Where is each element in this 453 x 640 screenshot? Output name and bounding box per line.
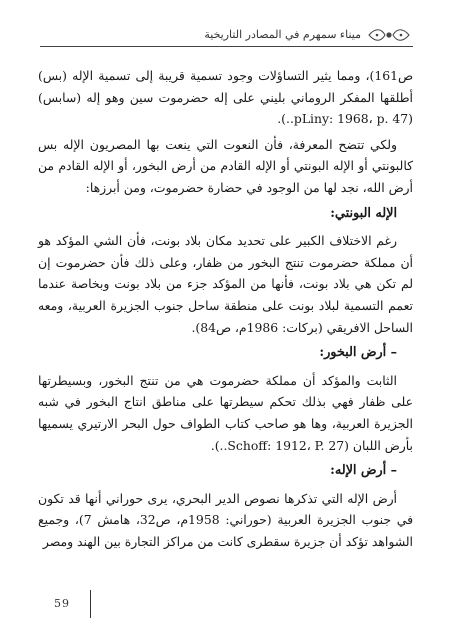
header-rule (40, 46, 413, 47)
page-number: 59 (54, 597, 70, 610)
paragraph: الثابت والمؤكد أن مملكة حضرموت هي من تنتج البخور، وبسيطرتها على ظفار فهي بذلك تحكم سيطرتها على مناطق انتاج البخور في شبه الجزيرة العربية، وها هو صاحب كتاب الطواف حول البحر الارتيري يسميها بأرض اللبان (Schoff: 1912، P. 27..). (38, 372, 413, 453)
scroll-ornament-icon (367, 27, 411, 43)
paragraph: رغم الاختلاف الكبير على تحديد مكان بلاد بونت، فأن الشي المؤكد هو أن مملكة حضرموت تنتج البخور من ظفار، وعلى ذلك فأن حضرموت إن لم تكن هي بلاد بونت، فأنها من المؤكد جزء من بلاد بونت وبخاصة عندما تعمم التسمية لبلاد بونت على منطقة ساحل جنوب الجزيرة العربية، ومعه الساحل الافريقي (بركات: 1986م، ص84). (38, 233, 413, 335)
paragraph: أرض الإله التي تذكرها نصوص الدير البحري، يرى حوراني أنها قد تكون في جنوب الجزيرة العربية (حوراني: 1958م، ص32، هامش 7)، وجميع الشواهد تؤكد أن جزيرة سقطرى كانت من مراكز التجارة بين الهند ومصر (38, 490, 414, 549)
footer-rule (90, 590, 91, 618)
section-heading: – أرض البخور: (319, 345, 397, 361)
paragraph: ولكي تتضح المعرفة، فأن النعوت التي ينعت بها المصريون الإله بس كالبونتي أو الإله البونتي أو الإله القادم من أرض البخور، أو الإله القادم من أرض الله، نجد لها من الوجود في حضارة حضرموت، ومن أبرزها: (38, 136, 413, 195)
section-heading: الإله البونتي: (330, 205, 397, 221)
body-text (38, 65, 413, 556)
paragraph: ص161)، ومما يثير التساؤلات وجود تسمية قريبة إلى تسمية الإله (بس) أطلقها المفكر الروماني بليني على إله حضرموت سين وهو إله (سابس) (pLiny: 1968، p. 47..). (38, 68, 413, 127)
running-title: ميناء سمهرم في المصادر التاريخية (204, 28, 361, 41)
section-heading: – أرض الإله: (330, 463, 397, 479)
running-header (40, 27, 413, 51)
